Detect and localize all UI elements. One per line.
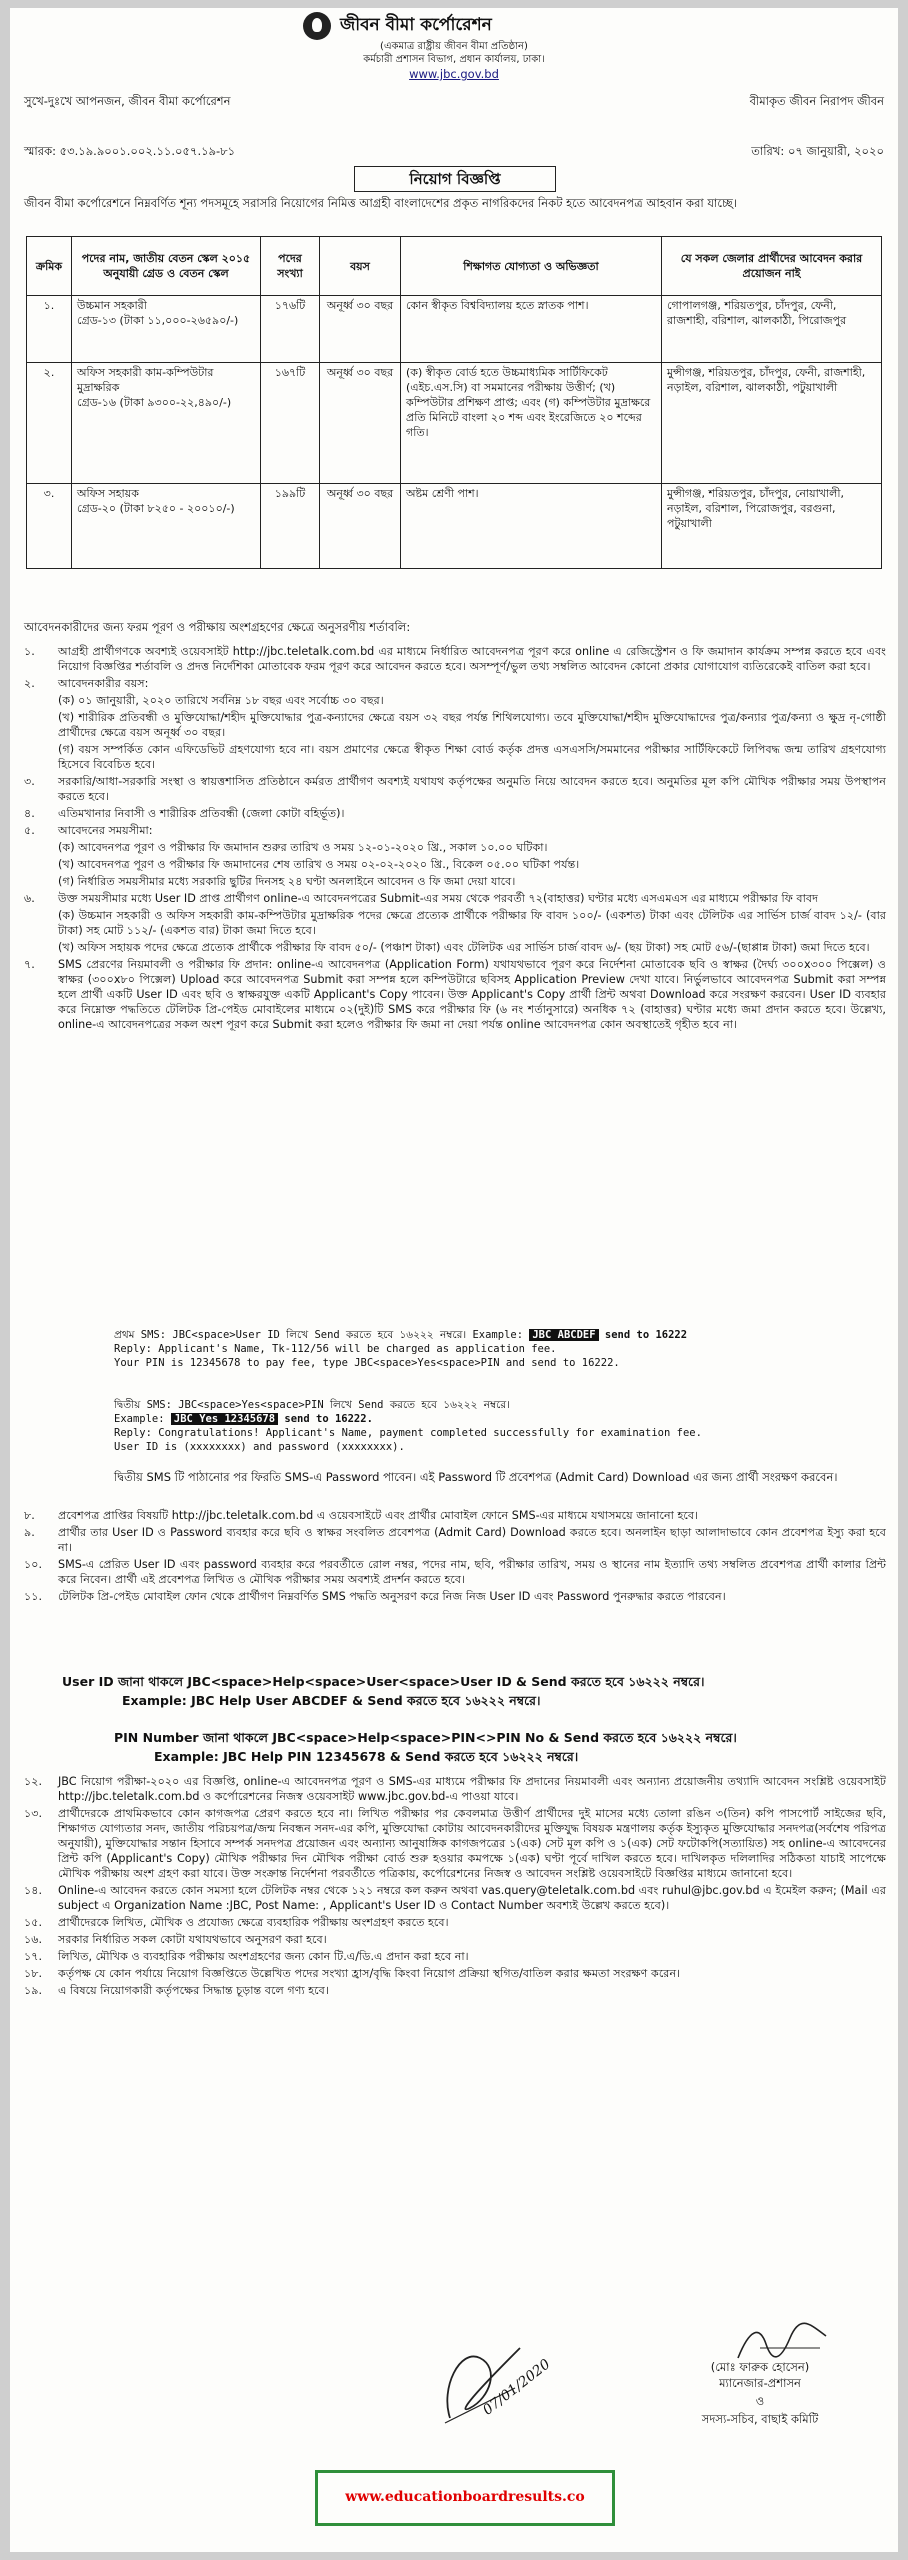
condition-number: ১৯. (24, 1984, 43, 1997)
col-header-serial: ক্রমিক (27, 237, 72, 296)
sms-first-line: প্রথম SMS: JBC<space>User ID লিখে Send করতে হবে ১৬২২২ নম্বরে। Example: JBC ABCDEF send to 16222 (114, 1329, 688, 1341)
condition-text: উক্ত সময়সীমার মধ্যে User ID প্রাপ্ত প্রার্থীগণ online-এ আবেদনপত্রের Submit-এর সময় থেকে পরবর্তী ৭২(বাহাত্তর) ঘণ্টার মধ্যে এসএমএস এর মাধ্যমে পরীক্ষার ফি বাবদ (58, 892, 819, 905)
conditions-title: আবেদনকারীদের জন্য ফরম পূরণ ও পরীক্ষায় অংশগ্রহণের ক্ষেত্রে অনুসরণীয় শর্তাবলি: (24, 620, 411, 634)
org-subtitle: (একমাত্র রাষ্ট্রীয় জীবন বীমা প্রতিষ্ঠান) (380, 41, 528, 52)
condition-item (24, 840, 886, 855)
conditions-list-3 (24, 1774, 886, 2000)
uid-help-block (62, 1672, 882, 1710)
sms-second-uid: User ID is (xxxxxxxx) and password (xxxxxxxx). (114, 1441, 405, 1453)
pin-help-block (114, 1728, 884, 1766)
cell-count: ১৬৭টি (261, 363, 320, 484)
condition-text: Online-এ আবেদন করতে কোন সমস্যা হলে টেলিটক নম্বর থেকে ১২১ নম্বরে কল করুন অথবা vas.query@teletalk.com.bd এবং ruhul@jbc.gov.bd এ ইমেইল করুন; (Mail এর subject এ Organization Name :JBC, Post Name: , Applicant's User ID ও Contact Number অবশ্যই উল্লেখ করতে হবে)। (58, 1884, 886, 1912)
cell-post (72, 296, 261, 363)
cell-post (72, 363, 261, 484)
condition-item (24, 710, 886, 740)
condition-number (24, 857, 58, 872)
post-name: উচ্চমান সহকারী (77, 299, 147, 312)
condition-text: এ বিষয়ে নিয়োগকারী কর্তৃপক্ষের সিদ্ধান্ত চূড়ান্ত বলে গণ্য হবে। (58, 1984, 329, 1997)
condition-text: (খ) আবেদনপত্র পূরণ ও পরীক্ষার ফি জমাদানের শেষ তারিখ ও সময় ০২-০২-২০২০ খ্রি., বিকেল ০৫.০০ ঘটিকা পর্যন্ত। (58, 858, 580, 871)
cell-age: অনূর্ধ্ব ৩০ বছর (320, 363, 401, 484)
condition-text: SMS-এ প্রেরিত User ID এবং password ব্যবহার করে পরবর্তীতে রোল নম্বর, পদের নাম, ছবি, পরীক্ষার তারিখ, সময় ও স্থানের নাম ইত্যাদি তথ্য সম্বলিত প্রবেশপত্র প্রার্থী কালার প্রিন্ট করে নিবেন। প্রার্থী এই প্রবেশপত্র লিখিত ও মৌখিক পরীক্ষার সময় অবশ্যই প্রদর্শন করতে হবে। (58, 1558, 886, 1586)
post-name: অফিস সহায়ক (77, 487, 139, 500)
condition-item (24, 857, 886, 872)
cell-serial: ১. (27, 296, 72, 363)
condition-item (24, 1774, 886, 1804)
condition-number (24, 693, 58, 708)
condition-number: ২. (24, 677, 35, 690)
condition-number: ১৮. (24, 1967, 43, 1980)
condition-item (24, 1949, 886, 1964)
notice-date: তারিখ: ০৭ জানুয়ারী, ২০২০ (751, 144, 884, 158)
condition-item (24, 1983, 886, 1998)
intro-paragraph: জীবন বীমা কর্পোরেশনে নিম্নবর্ণিত শূন্য পদসমূহে সরাসরি নিয়োগের নিমিত্ত আগ্রহী বাংলাদেশের প্রকৃত নাগরিকদের নিকট হতে আবেদনপত্র আহবান করা যাচ্ছে। (24, 196, 737, 210)
condition-item (24, 1966, 886, 1981)
cell-districts: মুন্সীগঞ্জ, শরিয়তপুর, চাঁদপুর, নোয়াখালী, নড়াইল, বরিশাল, পিরোজপুর, বরগুনা, পটুয়াখালী (662, 484, 882, 569)
cell-age: অনূর্ধ্ব ৩০ বছর (320, 296, 401, 363)
condition-number: ১৭. (24, 1950, 43, 1963)
condition-text: (ক) আবেদনপত্র পূরণ ও পরীক্ষার ফি জমাদান শুরুর তারিখ ও সময় ১২-০১-২০২০ খ্রি., সকাল ১০.০০ ঘটিকা। (58, 841, 548, 854)
condition-item (24, 774, 886, 804)
signatory-committee: সদস্য-সচিব, বাছাই কমিটি (701, 2412, 819, 2426)
condition-number (24, 940, 58, 955)
condition-item (24, 874, 886, 889)
cell-districts: মুন্সীগঞ্জ, শরিয়তপুর, চাঁদপুর, ফেনী, রাজশাহী, নড়াইল, বরিশাল, ঝালকাঠী, পটুয়াখালী (662, 363, 882, 484)
condition-number: ১৪. (24, 1884, 43, 1897)
col-header-post: পদের নাম, জাতীয় বেতন স্কেল ২০১৫ অনুযায়ী গ্রেড ও বেতন স্কেল (72, 237, 261, 296)
condition-item (24, 742, 886, 772)
sms-first-example: JBC ABCDEF (529, 1329, 598, 1341)
condition-number (24, 742, 58, 772)
condition-number (24, 908, 58, 938)
conditions-list-2 (24, 1508, 886, 1606)
condition-text: প্রার্থীর তার User ID ও Password ব্যবহার করে ছবি ও স্বাক্ষর সংবলিত প্রবেশপত্র (Admit Card) Download করতে হবে। অনলাইন ছাড়া আলাদাভাবে কোন প্রবেশপত্র ইস্যু করা হবে না। (58, 1526, 886, 1554)
condition-item (24, 940, 886, 955)
sms-second-example: JBC Yes 12345678 (171, 1413, 278, 1425)
sms-second-line: দ্বিতীয় SMS: JBC<space>Yes<space>PIN লিখে Send করতে হবে ১৬২২২ নম্বরে। (114, 1399, 510, 1411)
cell-education: (ক) স্বীকৃত বোর্ড হতে উচ্চমাধ্যমিক সার্টিফিকেট (এইচ.এস.সি) বা সমমানের পরীক্ষায় উত্তীর্ণ; (খ) কম্পিউটার প্রশিক্ষণ প্রাপ্ত; এবং (গ) কম্পিউটার মুদ্রাক্ষরে প্রতি মিনিটে বাংলা ২০ শব্দ এবং ইংরেজিতে ২০ শব্দের গতি। (401, 363, 662, 484)
col-header-districts: যে সকল জেলার প্রার্থীদের আবেদন করার প্রয়োজন নাই (662, 237, 882, 296)
condition-text: (খ) শারীরিক প্রতিবন্ধী ও মুক্তিযোদ্ধা/শহীদ মুক্তিযোদ্ধার পুত্র-কন্যাদের ক্ষেত্রে বয়স ৩২ বছর পর্যন্ত শিথিলযোগ্য। তবে মুক্তিযোদ্ধা/শহীদ মুক্তিযোদ্ধাদের পুত্র/কন্যার পুত্র/কন্যা ও ক্ষুদ্র নৃ-গোষ্ঠী প্রার্থীদের ক্ষেত্রে বয়স অনূর্ধ্ব ৩০ বছর। (58, 711, 886, 739)
table-row (27, 296, 882, 363)
pin-help-example: Example: JBC Help PIN 12345678 & Send করতে হবে ১৬২২২ নম্বরে। (154, 1749, 579, 1764)
signature-date: 07/01/2020 (480, 2356, 554, 2419)
table-row (27, 363, 882, 484)
sms-second-example-line: Example: JBC Yes 12345678 send to 16222. (114, 1413, 373, 1425)
cell-serial: ২. (27, 363, 72, 484)
condition-text: প্রবেশপত্র প্রাপ্তির বিষয়টি http://jbc.teletalk.com.bd এ ওয়েবসাইটে এবং প্রার্থীর মোবাইল ফোনে SMS-এর মাধ্যমে যথাসময়ে জানানো হবে। (58, 1509, 699, 1522)
condition-number: ১. (24, 645, 35, 658)
condition-number: ৩. (24, 775, 35, 788)
condition-text: (ক) ০১ জানুয়ারী, ২০২০ তারিখে সর্বনিম্ন ১৮ বছর এবং সর্বোচ্চ ৩০ বছর। (58, 694, 384, 707)
condition-item (24, 891, 886, 906)
condition-text: (খ) অফিস সহায়ক পদের ক্ষেত্রে প্রত্যেক প্রার্থীকে পরীক্ষার ফি বাবদ ৫০/- (পঞ্চাশ টাকা) এবং টেলিটক এর সার্ভিস চার্জ বাবদ ৬/- (ছয় টাকা) সহ মোট ৫৬/-(ছাপ্পান্ন টাকা) জমা দিতে হবে। (58, 941, 870, 954)
condition-item (24, 1932, 886, 1947)
condition-number: ১৫. (24, 1916, 43, 1929)
uid-help-line: User ID জানা থাকলে JBC<space>Help<space>User<space>User ID & Send করতে হবে ১৬২২২ নম্বরে। (62, 1674, 705, 1689)
condition-text: JBC নিয়োগ পরীক্ষা-২০২০ এর বিজ্ঞপ্তি, online-এ আবেদনপত্র পূরণ ও SMS-এর মাধ্যমে পরীক্ষার ফি প্রদানের নিয়মাবলী এবং অন্যান্য প্রয়োজনীয় তথ্যাদি আবেদন সংশ্লিষ্ট ওয়েবসাইট http://jbc.teletalk.com.bd ও কর্পোরেশনের নিজস্ব ওয়েবসাইট www.jbc.gov.bd-এ পাওয়া যাবে। (58, 1775, 886, 1803)
condition-item (24, 806, 886, 821)
col-header-count: পদের সংখ্যা (261, 237, 320, 296)
condition-item (24, 1806, 886, 1881)
uid-help-example: Example: JBC Help User ABCDEF & Send করতে হবে ১৬২২২ নম্বরে। (122, 1693, 541, 1708)
condition-text: প্রার্থীদেরকে প্রাথমিকভাবে কোন কাগজপত্র প্রেরণ করতে হবে না। লিখিত পরীক্ষার পর কেবলমাত্র উত্তীর্ণ প্রার্থীদের দুই মাসের মধ্যে তোলা রঙিন ৩(তিন) কপি পাসপোর্ট সাইজের ছবি, শিক্ষাগত যোগ্যতার সনদ, জাতীয় পরিচয়পত্র/জন্ম নিবন্ধন সনদ-এর কপি, মুক্তিযোদ্ধা কোটায় আবেদনকারীদের মুক্তিযুদ্ধ বিষয়ক মন্ত্রণালয় কর্তৃক ইস্যুকৃত মুক্তিযোদ্ধার সনদপত্র(সর্বশেষ পরিপত্র অনুযায়ী), মুক্তিযোদ্ধার সন্তান হিসাবে সম্পর্ক সনদপত্র প্রয়োজন এবং অন্যান্য আনুষাঙ্গিক কাগজপত্রের ১(এক) সেট মূল কপি ও ১(এক) সেট ফটোকপি(সত্যায়িত) সহ online-এ আবেদনের প্রিন্ট কপি (Applicant's Copy) মৌখিক পরীক্ষার দিন মৌখিক পরীক্ষা বোর্ড শুরু হওয়ার কমপক্ষে ১(এক) ঘণ্টা পূর্বে দাখিল করতে হবে। দাখিলকৃত দলিলাদির সঠিকতা যাচাই সাপেক্ষে মৌখিক পরীক্ষায় অংশ গ্রহণ করা যাবে। উক্ত সংক্রান্ত নির্দেশনা পরবর্তীতে পত্রিকায়, কর্পোরেশনের নিজস্ব ও আবেদন সংশ্লিষ্ট ওয়েবসাইটে বিজ্ঞপ্তির মাধ্যমে জানানো হবে। (58, 1807, 886, 1880)
footer-url[interactable]: www.educationboardresults.co (345, 2489, 585, 2505)
condition-number: ৭. (24, 958, 35, 971)
condition-number: ১১. (24, 1590, 43, 1603)
condition-number (24, 874, 58, 889)
notice-page (10, 8, 898, 2552)
col-header-education: শিক্ষাগত যোগ্যতা ও অভিজ্ঞতা (401, 237, 662, 296)
condition-number: ৮. (24, 1509, 35, 1522)
slogan-left: সুখে-দুঃখে আপনজন, জীবন বীমা কর্পোরেশন (24, 94, 231, 108)
condition-text: (ক) উচ্চমান সহকারী ও অফিস সহকারী কাম-কম্পিউটার মুদ্রাক্ষরিক পদের ক্ষেত্রে প্রত্যেক প্রার্থীকে পরীক্ষার ফি বাবদ ১০০/- (একশত) টাকা এবং টেলিটক এর সার্ভিস চার্জ বাবদ ১২/- (বার টাকা) সহ মোট ১১২/- (একশত বার) টাকা জমা দিতে হবে। (58, 909, 886, 937)
cell-education: অষ্টম শ্রেণী পাশ। (401, 484, 662, 569)
condition-text: এতিমখানার নিবাসী ও শারীরিক প্রতিবন্ধী (জেলা কোটা বহির্ভূত)। (58, 807, 345, 820)
signatory-and: ও (755, 2394, 765, 2408)
sms-second-reply: Reply: Congratulations! Applicant's Name, payment completed successfully for examination fee. (114, 1427, 702, 1439)
notice-title: নিয়োগ বিজ্ঞপ্তি (354, 166, 556, 192)
condition-item (24, 957, 886, 1032)
condition-text: কর্তৃপক্ষ যে কোন পর্যায়ে নিয়োগ বিজ্ঞপ্তিতে উল্লেখিত পদের সংখ্যা হ্রাস/বৃদ্ধি কিংবা নিয়োগ প্রক্রিয়া স্থগিত/বাতিল করার ক্ষমতা সংরক্ষণ করেন। (58, 1967, 681, 1980)
condition-number: ১০. (24, 1558, 43, 1571)
cell-age: অনূর্ধ্ব ৩০ বছর (320, 484, 401, 569)
condition-text: প্রার্থীদেরকে লিখিত, মৌখিক ও প্রযোজ্য ক্ষেত্রে ব্যবহারিক পরীক্ষায় অংশগ্রহণ করতে হবে। (58, 1916, 449, 1929)
condition-text: সরকার নির্ধারিত সকল কোটা যথাযথভাবে অনুসরণ করা হবে। (58, 1933, 327, 1946)
org-name: জীবন বীমা কর্পোরেশন (340, 15, 492, 35)
sms-first-reply: Reply: Applicant's Name, Tk-112/56 will be charged as application fee. (114, 1343, 557, 1355)
jbc-logo-icon (303, 12, 331, 40)
condition-item (24, 1557, 886, 1587)
condition-item (24, 1883, 886, 1913)
sms-first-block (114, 1328, 874, 1370)
website-link[interactable]: www.jbc.gov.bd (409, 67, 499, 81)
condition-number: ৬. (24, 892, 35, 905)
pin-help-line: PIN Number জানা থাকলে JBC<space>Help<space>PIN<>PIN No & Send করতে হবে ১৬২২২ নম্বরে। (114, 1730, 737, 1745)
conditions-list-1 (24, 644, 886, 1034)
cell-serial: ৩. (27, 484, 72, 569)
signatory-name: (মোঃ ফারুক হোসেন) (710, 2360, 810, 2374)
condition-number: ৫. (24, 824, 35, 837)
cell-count: ১৭৬টি (261, 296, 320, 363)
condition-number: ৪. (24, 807, 35, 820)
footer-banner (315, 2470, 615, 2526)
condition-text: আবেদনের সময়সীমা: (58, 824, 153, 837)
slogan-right: বীমাকৃত জীবন নিরাপদ জীবন (749, 94, 884, 108)
vacancy-table (26, 236, 882, 569)
condition-item (24, 1525, 886, 1555)
condition-number (24, 710, 58, 740)
condition-item (24, 1589, 886, 1604)
memo-number: স্মারক: ৫৩.১৯.৯০০১.০০২.১১.০৫৭.১৯-৮১ (24, 144, 236, 158)
condition-text: আগ্রহী প্রার্থীগণকে অবশ্যই ওয়েবসাইট http://jbc.teletalk.com.bd এর মাধ্যমে নির্ধারিত আবেদনপত্র পূরণ করে online এ রেজিস্ট্রেশন ও ফি জমাদান কার্যক্রম সম্পন্ন করতে হবে এবং নিয়োগ বিজ্ঞপ্তির শর্তাবলি ও প্রদত্ত নির্দেশিকা মোতাবেক ফরম পূরণ করে আবেদন করতে হবে। অসম্পূর্ণ/ভুল তথ্য সম্বলিত আবেদন কোনো প্রকার যোগাযোগ ব্যতিরেকেই বাতিল করা হবে। (58, 645, 886, 673)
condition-item (24, 693, 886, 708)
condition-item (24, 644, 886, 674)
cell-districts: গোপালগঞ্জ, শরিয়তপুর, চাঁদপুর, ফেনী, রাজশাহী, বরিশাল, ঝালকাঠী, পিরোজপুর (662, 296, 882, 363)
condition-number: ৯. (24, 1526, 35, 1539)
table-row (27, 484, 882, 569)
cell-education: কোন স্বীকৃত বিশ্ববিদ্যালয় হতে স্নাতক পাশ। (401, 296, 662, 363)
post-grade: গ্রেড-২০ (টাকা ৮২৫০ - ২০০১০/-) (77, 502, 235, 515)
condition-text: আবেদনকারীর বয়স: (58, 677, 149, 690)
condition-number: ১৩. (24, 1807, 43, 1820)
condition-number: ১৬. (24, 1933, 43, 1946)
condition-item (24, 1508, 886, 1523)
condition-number: ১২. (24, 1775, 43, 1788)
condition-number (24, 840, 58, 855)
condition-item (24, 908, 886, 938)
col-header-age: বয়স (320, 237, 401, 296)
condition-text: (গ) বয়স সম্পর্কিত কোন এফিডেভিট গ্রহণযোগ্য হবে না। বয়স প্রমাণের ক্ষেত্রে স্বীকৃত শিক্ষা বোর্ড কর্তৃক প্রদত্ত এসএসসি/সমমানের পরীক্ষার সার্টিফিকেটে লিপিবদ্ধ জন্ম তারিখ গ্রহণযোগ্য হিসেবে বিবেচিত হবে। (58, 743, 886, 771)
condition-text: (গ) নির্ধারিত সময়সীমার মধ্যে সরকারি ছুটির দিনসহ ২৪ ঘণ্টা অনলাইনে আবেদন ও ফি জমা দেয়া যাবে। (58, 875, 516, 888)
sms-first-pin: Your PIN is 12345678 to pay fee, type JBC<space>Yes<space>PIN and send to 16222. (114, 1357, 620, 1369)
condition-item (24, 676, 886, 691)
cell-count: ১৯৯টি (261, 484, 320, 569)
sms-second-block (114, 1398, 874, 1454)
cell-post (72, 484, 261, 569)
condition-text: SMS প্রেরণের নিয়মাবলী ও পরীক্ষার ফি প্রদান: online-এ আবেদনপত্র (Application Form) যথাযথভাবে পূরণ করে নির্দেশনা মোতাবেক ছবি ও স্বাক্ষর (দৈর্ঘ্য ৩০০x৩০০ পিক্সেল) ও স্বাক্ষর (৩০০x৮০ পিক্সেল) Upload করে আবেদনপত্র Submit করা সম্পন্ন হলে কম্পিউটারে ছবিসহ Application Preview দেখা যাবে। নির্ভুলভাবে আবেদনপত্র Submit করা সম্পন্ন হলে প্রার্থী একটি User ID এবং ছবি ও স্বাক্ষরযুক্ত একটি Applicant's Copy পাবেন। উক্ত Applicant's Copy প্রার্থী প্রিন্ট অথবা Download করে সংরক্ষণ করবেন। User ID ব্যবহার করে নিম্নোক্ত পদ্ধতিতে টেলিটক প্রি-পেইড মোবাইলের মাধ্যমে ০২(দুই)টি SMS করে পরীক্ষার ফি (৬ নং শর্তানুসারে) অনধিক ৭২ (বাহাত্তর) ঘণ্টার মধ্যে জমা প্রদান করতে হবে। উল্লেখ্য, online-এ আবেদনপত্রের সকল অংশ পূরণ করে Submit করা হলেও পরীক্ষার ফি জমা না দেয়া পর্যন্ত online আবেদনপত্র কোন অবস্থাতেই গৃহীত হবে না। (58, 958, 886, 1031)
post-grade: গ্রেড-১৬ (টাকা ৯৩০০-২২,৪৯০/-) (77, 396, 232, 409)
table-header-row (27, 237, 882, 296)
post-grade: গ্রেড-১৩ (টাকা ১১,০০০-২৬৫৯০/-) (77, 314, 239, 327)
condition-text: টেলিটক প্রি-পেইড মোবাইল ফোন থেকে প্রার্থীগণ নিম্নবর্ণিত SMS পদ্ধতি অনুসরণ করে নিজ নিজ User ID এবং Password পুনরুদ্ধার করতে পারবেন। (58, 1590, 726, 1603)
condition-item (24, 1915, 886, 1930)
condition-item (24, 823, 886, 838)
condition-text: সরকারি/আধা-সরকারি সংস্থা ও স্বায়ত্তশাসিত প্রতিষ্ঠানে কর্মরত প্রার্থীগণ অবশ্যই যথাযথ কর্তৃপক্ষের অনুমতি নিয়ে আবেদন করতে হবে। অনুমতির মূল কপি মৌখিক পরীক্ষার সময় উপস্থাপন করতে হবে। (58, 775, 886, 803)
condition-text: লিখিত, মৌখিক ও ব্যবহারিক পরীক্ষায় অংশগ্রহণের জন্য কোন টি.এ/ডি.এ প্রদান করা হবে না। (58, 1950, 469, 1963)
org-address: কর্মচারী প্রশাসন বিভাগ, প্রধান কার্যালয়, ঢাকা। (363, 54, 545, 65)
signatory-designation: ম্যানেজার-প্রশাসন (719, 2376, 801, 2390)
post-name: অফিস সহকারী কাম-কম্পিউটার মুদ্রাক্ষরিক (77, 366, 214, 394)
sms-password-note: দ্বিতীয় SMS টি পাঠানোর পর ফিরতি SMS-এ Password পাবেন। এই Password টি প্রবেশপত্র (Admit Card) Download এর জন্য প্রার্থী সংরক্ষণ করবেন। (114, 1470, 838, 1484)
